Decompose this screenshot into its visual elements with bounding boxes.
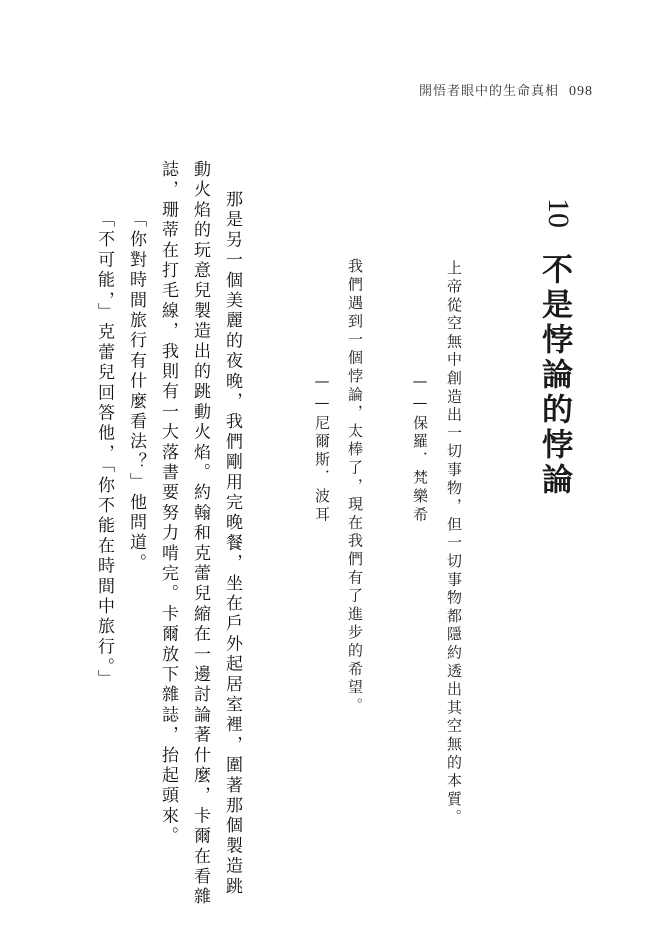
running-head [419,80,593,100]
body-text-column: 「不可能，」克蕾兒回答他，「你不能在時間中旅行。」 [94,210,114,690]
epigraph-attribution: ——保羅．梵樂希 [411,372,429,525]
body-text-column: 「你對時間旅行有什麼看法？」他問道。 [126,210,146,574]
epigraph-quote: 我們遇到一個悖論，太棒了，現在我們有了進步的希望。 [346,258,364,716]
epigraph-quote: 上帝從空無中創造出一切事物，但一切事物都隱約透出其空無的本質。 [445,260,463,828]
body-text-column: 動火焰的玩意兒製造出的跳動火焰。約翰和克蕾兒縮在一邊討論著什麼，卡爾在看雜 [190,160,210,908]
chapter-number: 10 [542,198,575,228]
running-head-title: 開悟者眼中的生命真相 [418,84,559,99]
epigraph-attribution: ——尼爾斯．波耳 [313,372,331,525]
body-text-column: 那是另一個美麗的夜晚，我們剛用完晚餐，坐在戶外起居室裡，圍著那個製造跳 [222,190,242,897]
page-number: 098 [569,84,593,99]
chapter-title: 不是悖論的悖論 [536,253,572,498]
body-text-column: 誌，珊蒂在打毛線，我則有一大落書要努力啃完。卡爾放下雜誌，抬起頭來。 [158,160,178,847]
